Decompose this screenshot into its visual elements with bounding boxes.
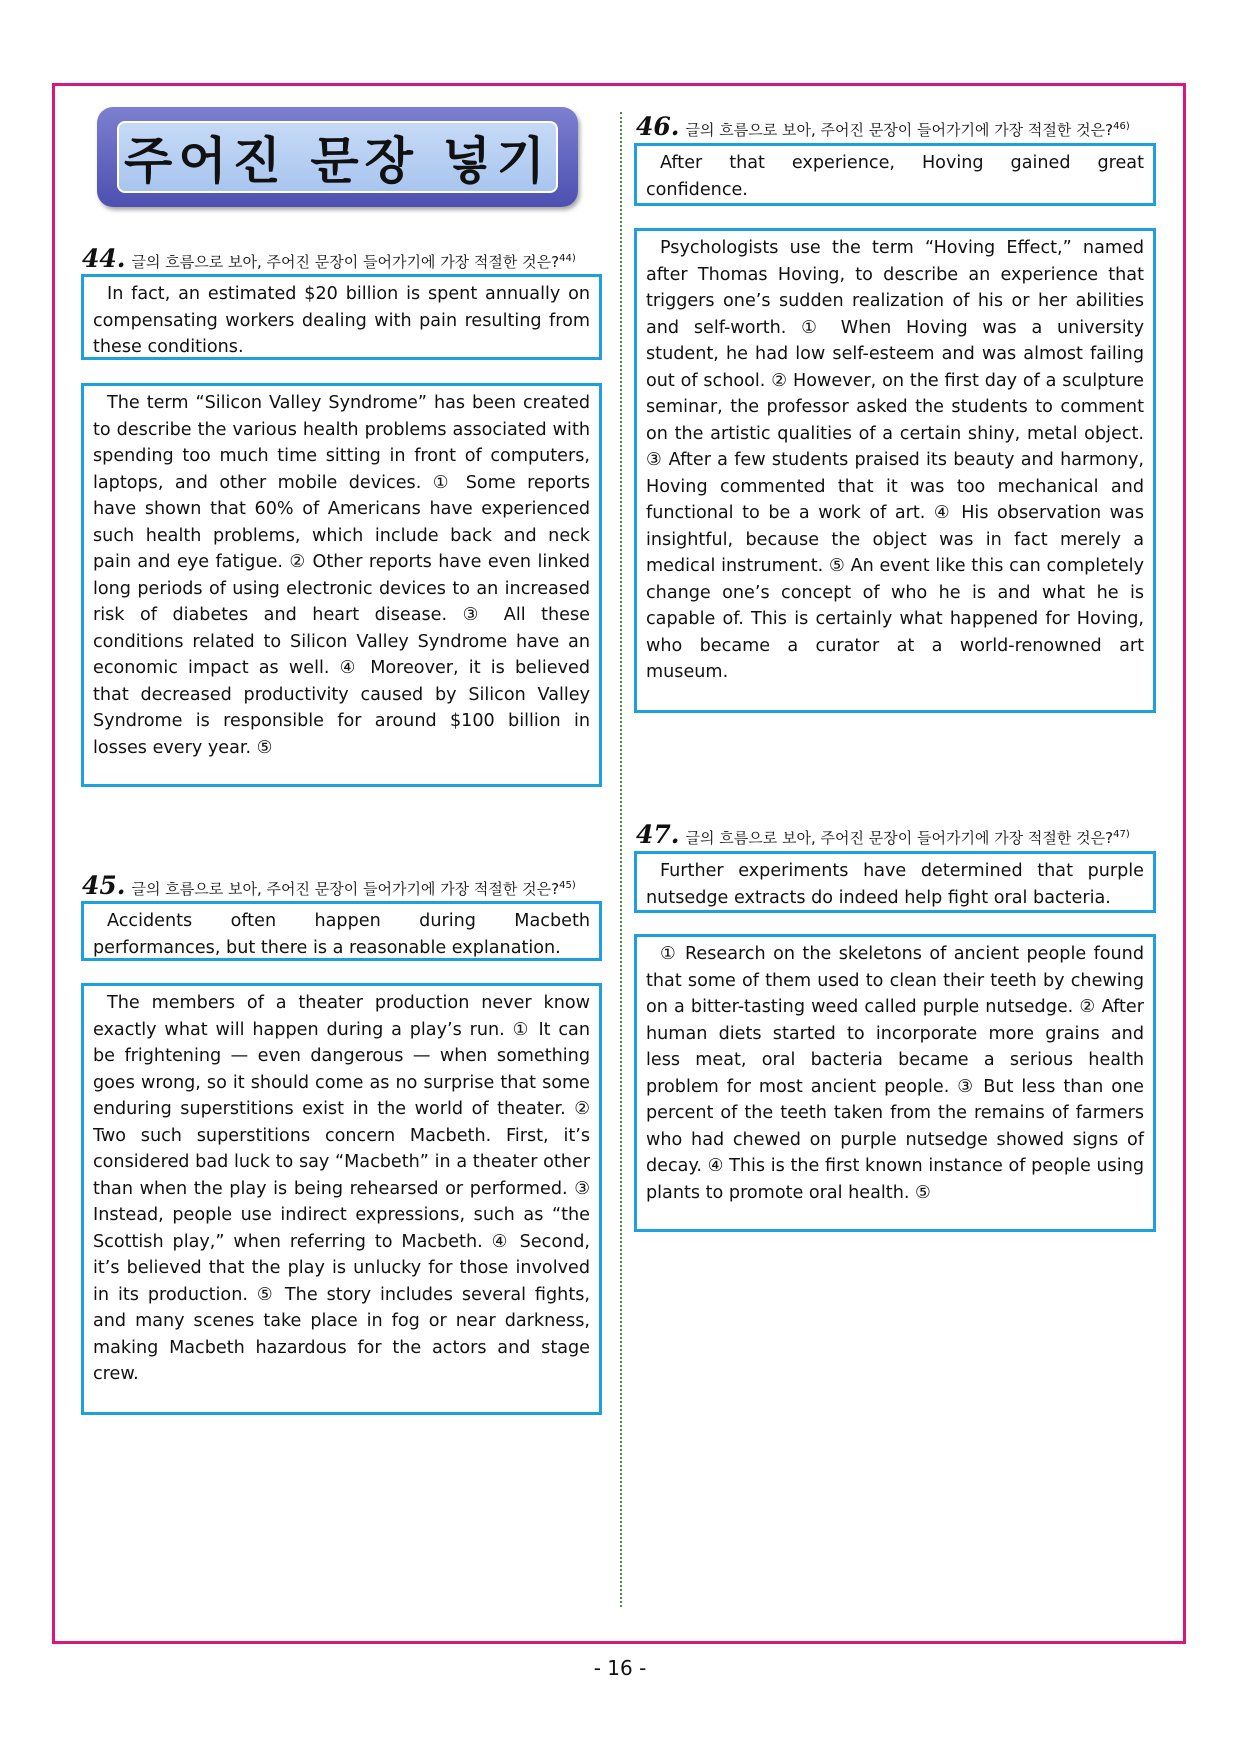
passage-44: The term “Silicon Valley Syndrome” has been created to describe the various health problems associated with spending too much time sitting in front of computers, laptops, and other mobile devices. ① Some reports have shown that 60% of Americans have experienced such health problems, which include back and neck pain and eye fatigue. ② Other reports have even linked long periods of using electronic devices to an increased risk of diabetes and heart disease. ③ All these conditions related to Silicon Valley Syndrome have an economic impact as well. ④ Moreover, it is believed that decreased productivity caused by Silicon Valley Syndrome is responsible for around $100 billion in losses every year. ⑤ (81, 383, 602, 787)
given-sentence-45: Accidents often happen during Macbeth performances, but there is a reasonable explanation. (81, 901, 602, 961)
footnote-marker: 47) (1113, 829, 1130, 840)
given-sentence-46: After that experience, Hoving gained great confidence. (634, 143, 1156, 206)
given-sentence-47: Further experiments have determined that purple nutsedge extracts do indeed help fight oral bacteria. (634, 851, 1156, 913)
question-number: 45. (82, 871, 126, 900)
question-45-header (82, 871, 576, 900)
question-prompt: 글의 흐름으로 보아, 주어진 문장이 들어가기에 가장 적절한 것은? (685, 829, 1114, 847)
question-prompt: 글의 흐름으로 보아, 주어진 문장이 들어가기에 가장 적절한 것은? (131, 253, 560, 271)
question-47-header (636, 820, 1130, 849)
footnote-marker: 45) (559, 880, 576, 891)
question-prompt: 글의 흐름으로 보아, 주어진 문장이 들어가기에 가장 적절한 것은? (685, 121, 1114, 139)
footnote-marker: 44) (559, 253, 576, 264)
question-number: 46. (636, 112, 680, 141)
question-number: 47. (636, 820, 680, 849)
passage-47: ① Research on the skeletons of ancient people found that some of them used to clean their teeth by chewing on a bitter-tasting weed called purple nutsedge. ② After human diets started to incorporate more grains and less meat, oral bacteria became a serious health problem for most ancient people. ③ But less than one percent of the teeth taken from the remains of farmers who had chewed on purple nutsedge showed signs of decay. ④ This is the first known instance of people using plants to promote oral health. ⑤ (634, 934, 1156, 1232)
question-prompt: 글의 흐름으로 보아, 주어진 문장이 들어가기에 가장 적절한 것은? (131, 880, 560, 898)
question-46-header (636, 112, 1130, 141)
footnote-marker: 46) (1113, 121, 1130, 132)
passage-45: The members of a theater production never know exactly what will happen during a play’s run. ① It can be frightening — even dangerous — when something goes wrong, so it should come as no surprise that some enduring superstitions exist in the world of theater. ② Two such superstitions concern Macbeth. First, it’s considered bad luck to say “Macbeth” in a theater other than when the play is being rehearsed or performed. ③ Instead, people use indirect expressions, such as “the Scottish play,” when referring to Macbeth. ④ Second, it’s believed that the play is unlucky for those involved in its production. ⑤ The story includes several fights, and many scenes take place in fog or near darkness, making Macbeth hazardous for the actors and stage crew. (81, 983, 602, 1415)
passage-46: Psychologists use the term “Hoving Effect,” named after Thomas Hoving, to describe an experience that triggers one’s sudden realization of his or her abilities and self-worth. ① When Hoving was a university student, he had low self-esteem and was almost failing out of school. ② However, on the first day of a sculpture seminar, the professor asked the students to comment on the artistic qualities of a certain shiny, metal object. ③ After a few students praised its beauty and harmony, Hoving commented that it was too mechanical and functional to be a work of art. ④ His observation was insightful, because the object was in fact merely a medical instrument. ⑤ An event like this can completely change one’s concept of who he is and what he is capable of. This is certainly what happened for Hoving, who became a curator at a world-renowned art museum. (634, 228, 1156, 713)
question-number: 44. (82, 244, 126, 273)
given-sentence-44: In fact, an estimated $20 billion is spent annually on compensating workers dealing with pain resulting from these conditions. (81, 274, 602, 360)
column-divider (620, 112, 622, 1607)
page-number: - 16 - (593, 1656, 647, 1680)
section-title: 주어진 문장 넣기 (117, 121, 558, 193)
question-44-header (82, 244, 576, 273)
